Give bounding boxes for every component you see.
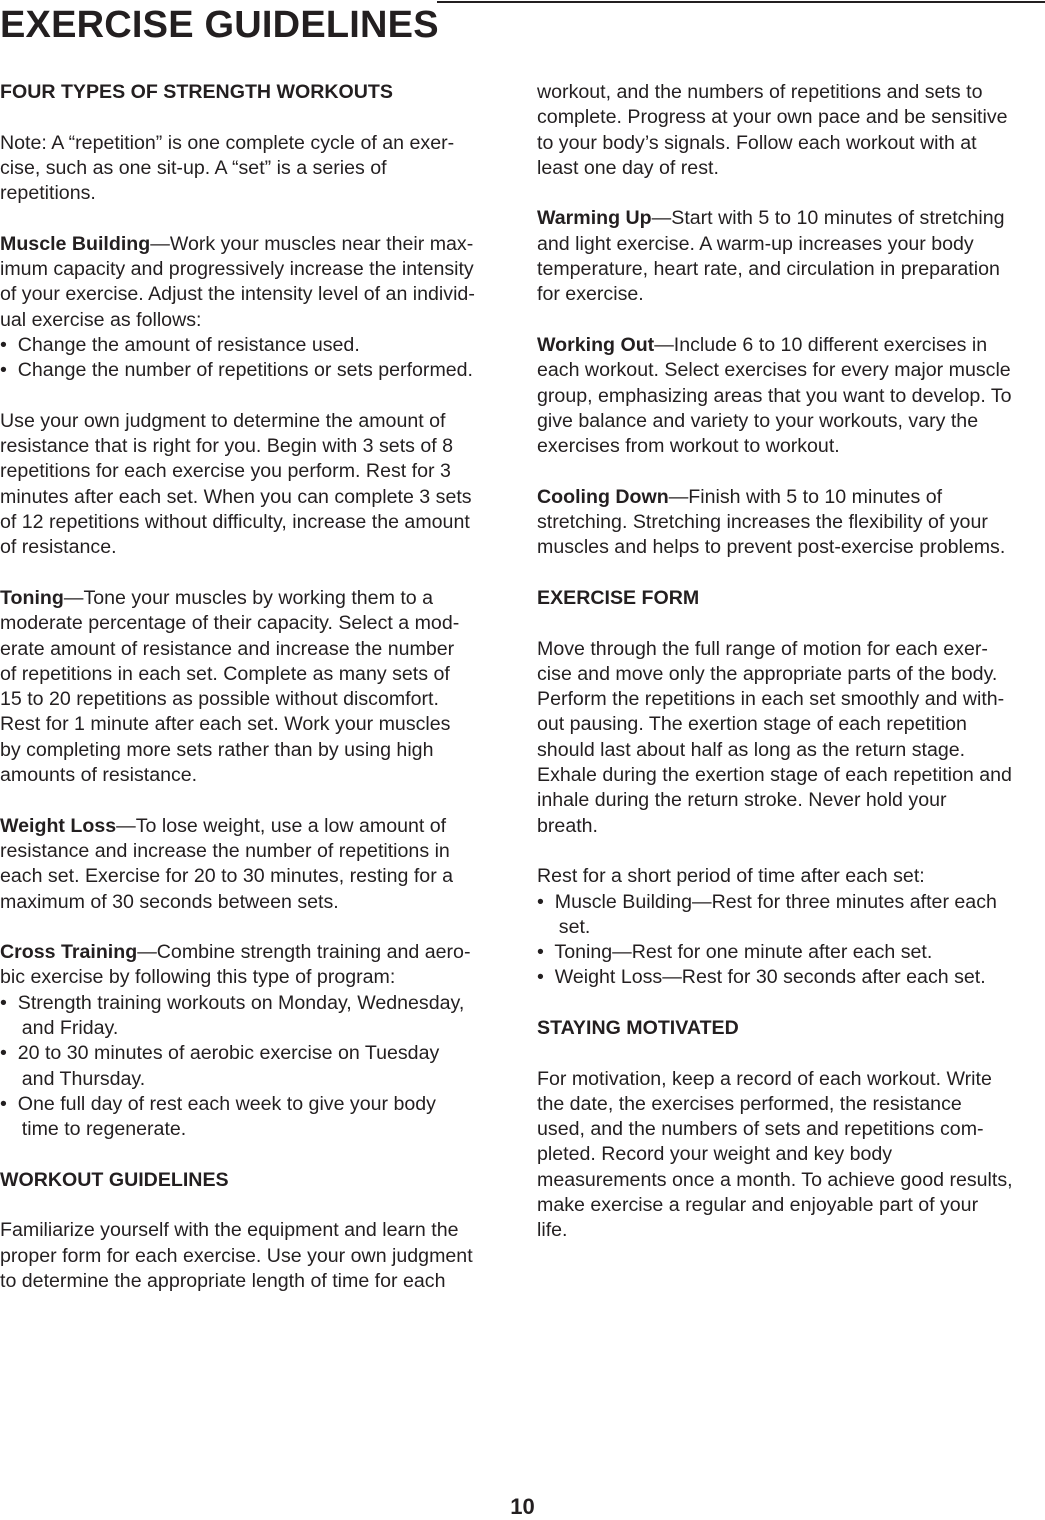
motivation-paragraph [537,1067,1045,1244]
text-line: life. [537,1219,568,1242]
text-line: group, emphasizing areas that you want to develop. To [537,384,1012,407]
term-warming-up: Warming Up [537,207,652,230]
section-heading-exercise-form: EXERCISE FORM [537,586,700,609]
text-line: Move through the full range of motion for each exer- [537,637,988,660]
term-cross-training: Cross Training [0,941,138,964]
text-line: muscles and helps to prevent post-exercise problems. [537,536,1006,559]
text-line: of resistance. [0,536,117,559]
muscle-building-paragraph [0,232,512,384]
text-run: —To lose weight, use a low amount of [116,814,447,837]
text-line: out pausing. The exertion stage of each repetition [537,713,967,736]
text-run: —Include 6 to 10 different exercises in [654,333,988,356]
text-line: minutes after each set. When you can complete 3 sets [0,485,472,508]
bullet-item: • One full day of rest each week to give your body [0,1092,436,1115]
text-line: amounts of resistance. [0,764,198,787]
text-line: of repetitions in each set. Complete as many sets of [0,662,450,685]
text-line: stretching. Stretching increases the flexibility of your [537,511,988,534]
text-line: Rest for a short period of time after each set: [537,865,925,888]
term-weight-loss: Weight Loss [0,814,117,837]
text-line: for exercise. [537,283,644,306]
bullet-continuation: set. [537,915,591,938]
text-line: Rest for 1 minute after each set. Work your muscles [0,713,451,736]
text-line [0,232,512,257]
term-toning: Toning [0,586,64,609]
text-line: make exercise a regular and enjoyable part of your [537,1194,979,1217]
warming-up-paragraph [537,206,1045,307]
text-line: proper form for each exercise. Use your own judgment [0,1244,473,1267]
bullet-continuation: and Friday. [0,1016,119,1039]
judgment-paragraph [0,409,512,561]
workout-continuation-paragraph [537,80,1045,181]
bullet-item: • 20 to 30 minutes of aerobic exercise on Tuesday [0,1042,440,1065]
text-line: resistance and increase the number of repetitions in [0,839,450,862]
section-heading-staying-motivated: STAYING MOTIVATED [537,1016,739,1039]
workout-intro-paragraph [0,1218,512,1294]
text-line: maximum of 30 seconds between sets. [0,890,339,913]
text-line: moderate percentage of their capacity. Select a mod- [0,612,460,635]
text-line: should last about half as long as the return stage. [537,738,966,761]
bullet-continuation: and Thursday. [0,1067,146,1090]
term-muscle-building: Muscle Building [0,232,151,255]
text-line: of 12 repetitions without difficulty, increase the amount [0,511,470,534]
text-line: ual exercise as follows: [0,308,202,331]
text-line: repetitions for each exercise you perform. Rest for 3 [0,460,451,483]
section-heading-strength-workouts: FOUR TYPES OF STRENGTH WORKOUTS [0,81,393,103]
text-line: give balance and variety to your workouts, vary the [537,409,979,432]
section-heading-workout-guidelines: WORKOUT GUIDELINES [0,1168,229,1191]
bullet-item: • Change the amount of resistance used. [0,333,360,356]
text-line: cise, such as one sit-up. A “set” is a series of [0,156,387,179]
left-column [0,80,512,1320]
text-line: Perform the repetitions in each set smoothly and with- [537,688,1005,711]
text-line: least one day of rest. [537,156,719,179]
text-line: and light exercise. A warm-up increases your body [537,232,974,255]
text-line [537,206,1045,231]
text-line: used, and the numbers of sets and repetitions com- [537,1118,984,1141]
text-line: Note: A “repetition” is one complete cycle of an exer- [0,131,455,154]
bullet-item: • Change the number of repetitions or sets performed. [0,359,474,382]
cooling-down-paragraph [537,485,1045,561]
bullet-item: • Toning—Rest for one minute after each set. [537,941,933,964]
text-line: resistance that is right for you. Begin with 3 sets of 8 [0,435,454,458]
text-line: exercises from workout to workout. [537,435,840,458]
text-line [0,814,512,839]
text-line: temperature, heart rate, and circulation in preparation [537,258,1000,281]
page-title: EXERCISE GUIDELINES [0,4,439,46]
working-out-paragraph [537,333,1045,459]
term-working-out: Working Out [537,333,655,356]
text-line: imum capacity and progressively increase the intensity [0,258,474,281]
exercise-form-paragraph [537,637,1045,839]
text-run: —Finish with 5 to 10 minutes of [668,485,943,508]
text-line: For motivation, keep a record of each workout. Write [537,1067,992,1090]
text-run: —Start with 5 to 10 minutes of stretching [651,207,1005,230]
text-line: of your exercise. Adjust the intensity level of an individ- [0,283,475,306]
bullet-item: • Weight Loss—Rest for 30 seconds after each set. [537,966,986,989]
text-line: the date, the exercises performed, the resistance [537,1092,962,1115]
header-rule [437,1,1045,3]
text-line: measurements once a month. To achieve good results, [537,1168,1013,1191]
weight-loss-paragraph [0,814,512,915]
repetition-note [0,131,512,207]
text-line: Familiarize yourself with the equipment and learn the [0,1219,459,1242]
page-number: 10 [510,1494,535,1519]
text-line: Use your own judgment to determine the amount of [0,409,446,432]
text-run: —Tone your muscles by working them to a [63,586,434,609]
text-line: cise and move only the appropriate parts of the body. [537,662,998,685]
text-line [0,940,512,965]
term-cooling-down: Cooling Down [537,485,669,508]
right-column [537,80,1045,1269]
toning-paragraph [0,586,512,788]
text-line: pleted. Record your weight and key body [537,1143,893,1166]
text-line: bic exercise by following this type of program: [0,966,396,989]
text-line: inhale during the return stroke. Never hold your [537,789,947,812]
text-line: breath. [537,814,599,837]
text-line: workout, and the numbers of repetitions and sets to [537,81,983,103]
text-run: —Combine strength training and aero- [137,941,471,964]
text-line: 15 to 20 repetitions as possible without discomfort. [0,688,439,711]
text-line: to your body’s signals. Follow each workout with at [537,131,977,154]
text-line: to determine the appropriate length of time for each [0,1269,446,1292]
text-line: each set. Exercise for 20 to 30 minutes, resting for a [0,865,454,888]
text-run: —Work your muscles near their max- [150,232,474,255]
bullet-item: • Strength training workouts on Monday, Wednesday, [0,991,465,1014]
text-line [537,485,1045,510]
text-line [0,586,512,611]
text-line: erate amount of resistance and increase the number [0,637,455,660]
text-line: Exhale during the exertion stage of each repetition and [537,764,1012,787]
text-line: by completing more sets rather than by using high [0,738,434,761]
cross-training-paragraph [0,940,512,1142]
text-line: repetitions. [0,182,96,205]
rest-paragraph [537,864,1045,990]
text-line: each workout. Select exercises for every major muscle [537,359,1011,382]
bullet-continuation: time to regenerate. [0,1118,187,1141]
bullet-item: • Muscle Building—Rest for three minutes after each [537,890,997,913]
text-line [537,333,1045,358]
text-line: complete. Progress at your own pace and be sensitive [537,106,1008,129]
